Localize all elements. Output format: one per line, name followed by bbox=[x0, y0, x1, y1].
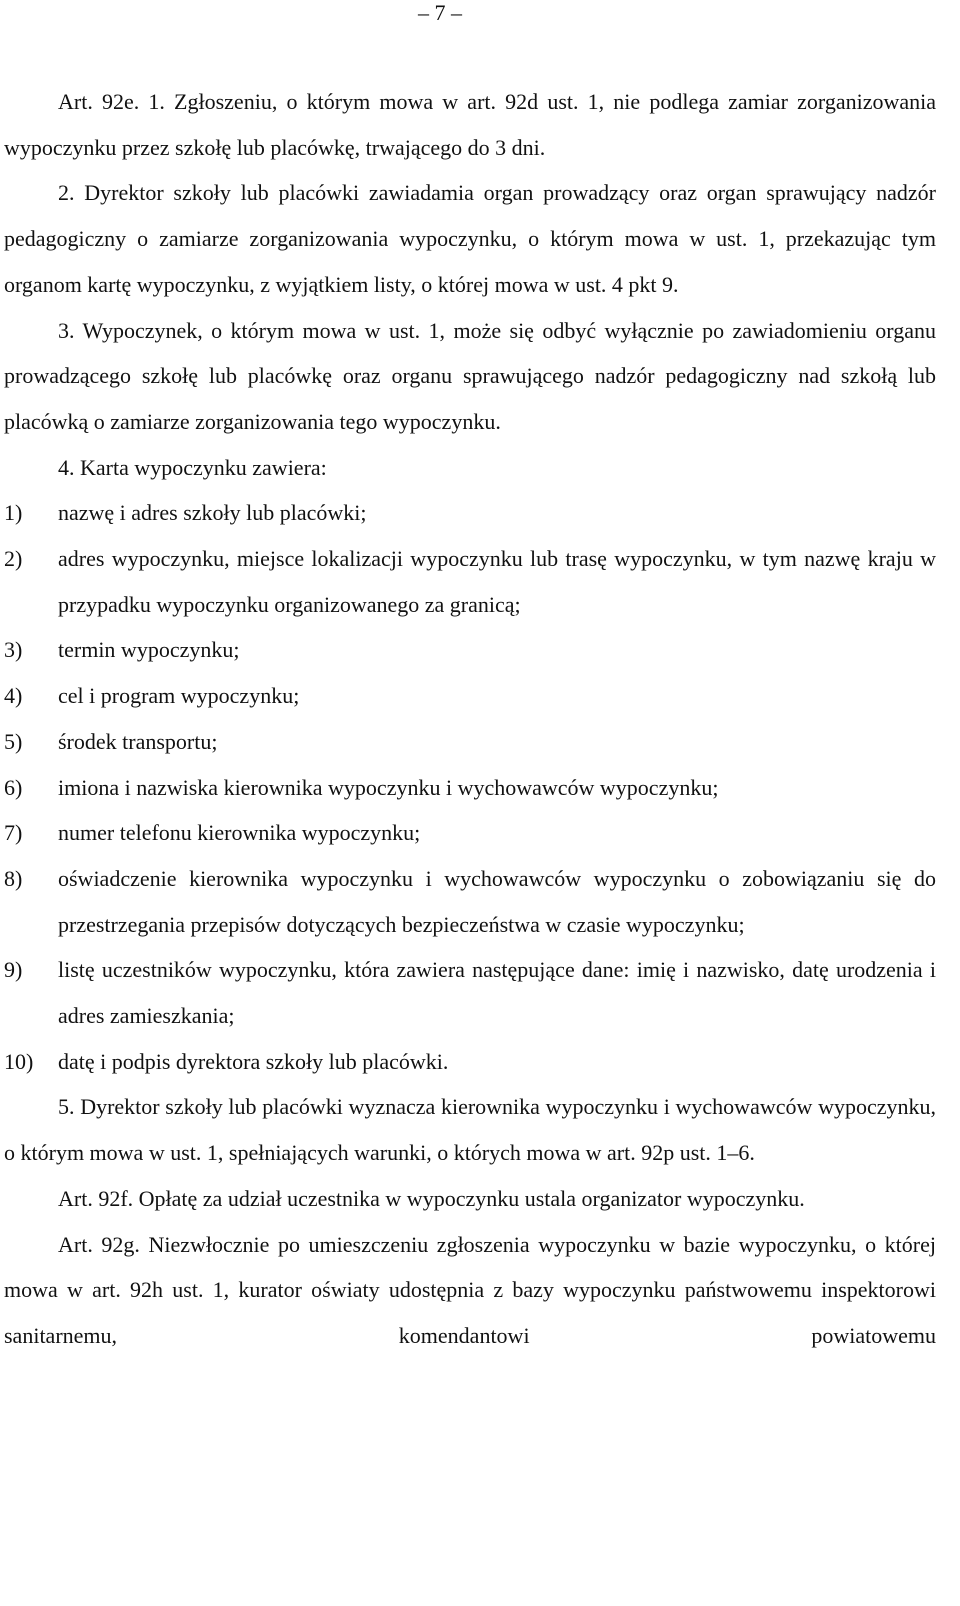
list-item bbox=[4, 856, 936, 947]
list-item-text: cel i program wypoczynku; bbox=[58, 683, 300, 709]
list-item bbox=[4, 765, 936, 811]
paragraph-art-92g: Art. 92g. Niezwłocznie po umieszczeniu zgłoszenia wypoczynku w bazie wypoczynku, o której mowa w art. 92h ust. 1, kurator oświaty udostępnia z bazy wypoczynku państwowemu inspektorowi sanitarnemu, komendantowi powiatowemu bbox=[4, 1231, 936, 1348]
list-item-number: 7) bbox=[4, 820, 23, 846]
list-item-text: nazwę i adres szkoły lub placówki; bbox=[58, 500, 367, 526]
list-item-text: numer telefonu kierownika wypoczynku; bbox=[58, 820, 421, 846]
list-item-number: 6) bbox=[4, 774, 23, 800]
karta-wypoczynku-list bbox=[4, 490, 936, 1084]
list-item-number: 2) bbox=[4, 546, 23, 572]
list-item bbox=[4, 673, 936, 719]
list-item-number: 1) bbox=[4, 500, 23, 526]
list-item-number: 9) bbox=[4, 957, 23, 983]
list-item bbox=[4, 490, 936, 536]
paragraph-art-92e-3: 3. Wypoczynek, o którym mowa w ust. 1, może się odbyć wyłącznie po zawiadomieniu organu prowadzącego szkołę lub placówkę oraz organu sprawującego nadzór pedagogiczny nad szkołą lub placówką o zamiarze zorganizowania tego wypoczynku. bbox=[4, 317, 936, 434]
list-item-number: 8) bbox=[4, 865, 23, 891]
paragraph-art-92e-4: 4. Karta wypoczynku zawiera: bbox=[58, 454, 327, 480]
list-item-text: oświadczenie kierownika wypoczynku i wychowawców wypoczynku o zobowiązaniu się do przestrzegania przepisów dotyczących bezpieczeństwa w czasie wypoczynku; bbox=[58, 865, 936, 937]
paragraph-art-92e-5: 5. Dyrektor szkoły lub placówki wyznacza kierownika wypoczynku i wychowawców wypoczynku, o którym mowa w ust. 1, spełniających warunki, o których mowa w art. 92p ust. 1–6. bbox=[4, 1094, 936, 1166]
list-item-text: adres wypoczynku, miejsce lokalizacji wypoczynku lub trasę wypoczynku, w tym nazwę kraju w przypadku wypoczynku organizowanego za granicą; bbox=[58, 546, 936, 617]
list-item-text: imiona i nazwiska kierownika wypoczynku i wychowawców wypoczynku; bbox=[58, 774, 719, 800]
document-body bbox=[4, 79, 936, 1359]
paragraph-art-92f: Art. 92f. Opłatę za udział uczestnika w wypoczynku ustala organizator wypoczynku. bbox=[58, 1185, 805, 1211]
list-item-number: 5) bbox=[4, 728, 23, 754]
list-item bbox=[4, 627, 936, 673]
list-item-text: środek transportu; bbox=[58, 728, 218, 754]
list-item-number: 3) bbox=[4, 637, 23, 663]
list-item-text: datę i podpis dyrektora szkoły lub placówki. bbox=[58, 1048, 449, 1074]
list-item-text: listę uczestników wypoczynku, która zawiera następujące dane: imię i nazwisko, datę urodzenia i adres zamieszkania; bbox=[58, 957, 936, 1029]
page-number: – 7 – bbox=[418, 0, 462, 25]
list-item-number: 4) bbox=[4, 683, 23, 709]
list-item-text: termin wypoczynku; bbox=[58, 637, 240, 663]
list-item-number: 10) bbox=[4, 1048, 34, 1074]
list-item bbox=[4, 810, 936, 856]
list-item bbox=[4, 947, 936, 1038]
list-item bbox=[4, 1039, 936, 1085]
paragraph-art-92e-1: Art. 92e. 1. Zgłoszeniu, o którym mowa w art. 92d ust. 1, nie podlega zamiar zorganizowania wypoczynku przez szkołę lub placówkę, trwającego do 3 dni. bbox=[4, 89, 936, 160]
list-item bbox=[4, 536, 936, 627]
paragraph-art-92e-2: 2. Dyrektor szkoły lub placówki zawiadamia organ prowadzący oraz organ sprawujący nadzór pedagogiczny o zamiarze zorganizowania wypoczynku, o którym mowa w ust. 1, przekazując tym organom kartę wypoczynku, z wyjątkiem listy, o której mowa w ust. 4 pkt 9. bbox=[4, 180, 936, 297]
list-item bbox=[4, 719, 936, 765]
